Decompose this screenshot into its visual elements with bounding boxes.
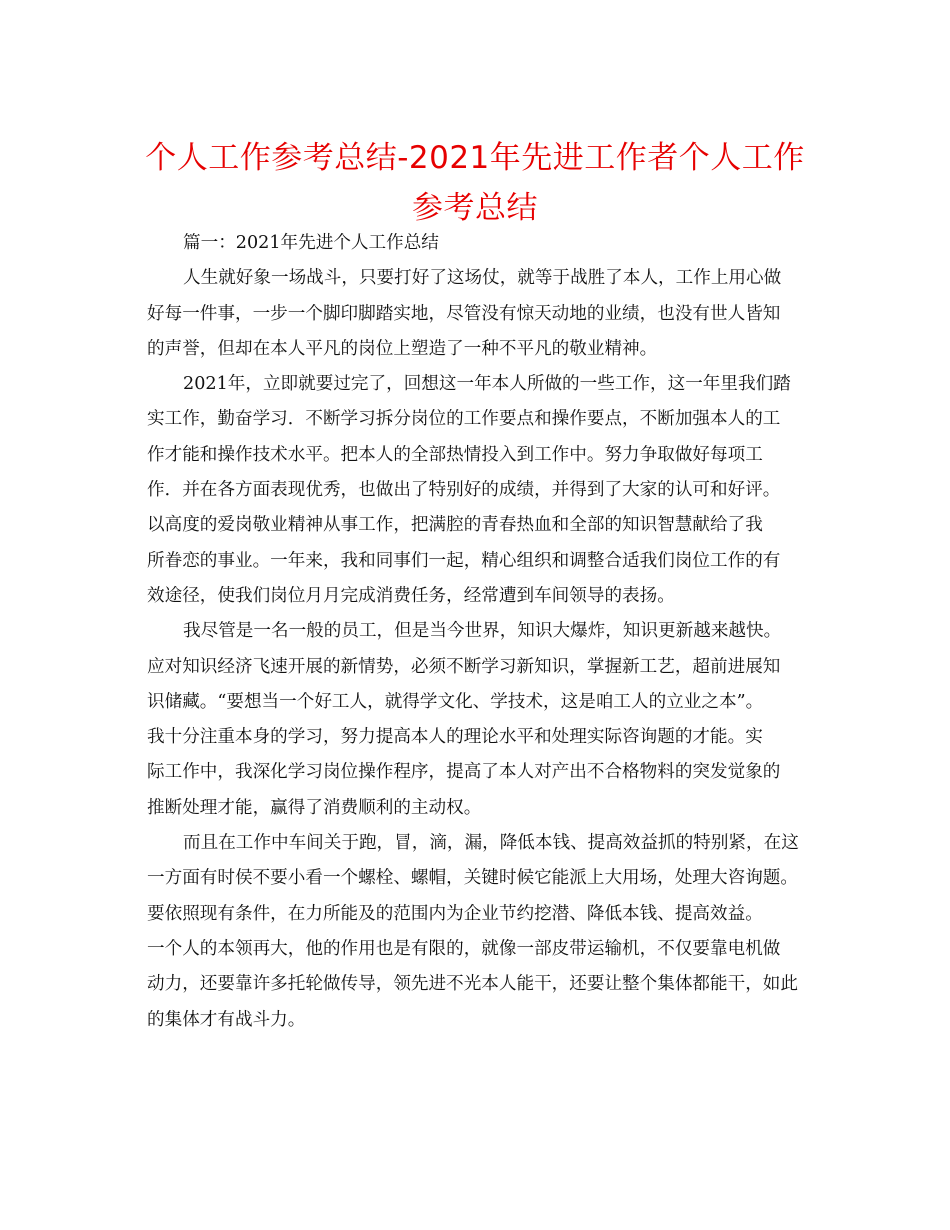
paragraph-line: 好每一件事，一步一个脚印脚踏实地，尽管没有惊天动地的业绩，也没有世人皆知 xyxy=(147,303,781,324)
title-line: 个人工作参考总结-2021年先进工作者个人工作 xyxy=(145,140,805,176)
paragraph-line: 以高度的爱岗敬业精神从事工作，把满腔的青春热血和全部的知识智慧献给了我 xyxy=(147,515,763,536)
paragraph-line: 实工作，勤奋学习．不断学习拆分岗位的工作要点和操作要点，不断加强本人的工 xyxy=(147,409,781,430)
paragraph-line: 的声誉，但却在本人平凡的岗位上塑造了一种不平凡的敬业精神。 xyxy=(147,338,658,359)
paragraph-line: 所眷恋的事业。一年来，我和同事们一起，精心组织和调整合适我们岗位工作的有 xyxy=(147,550,781,571)
paragraph-line: 识储藏。“要想当一个好工人，就得学文化、学技术，这是咱工人的立业之本”。 xyxy=(147,691,764,712)
paragraph-line: 推断处理才能，赢得了消费顺利的主动权。 xyxy=(147,797,482,818)
paragraph-line: 篇一：2021年先进个人工作总结 xyxy=(183,233,439,253)
paragraph-line: 一方面有时侯不要小看一个螺栓、螺帽，关键时候它能派上大用场，处理大咨询题。 xyxy=(147,868,798,889)
paragraph-line: 一个人的本领再大，他的作用也是有限的，就像一部皮带运输机，不仅要靠电机做 xyxy=(147,938,781,959)
paragraph-line: 人生就好象一场战斗，只要打好了这场仗，就等于战胜了本人，工作上用心做 xyxy=(183,268,782,289)
paragraph-line: 我十分注重本身的学习，努力提高本人的理论水平和处理实际咨询题的才能。实 xyxy=(147,727,763,748)
paragraph-line: 动力，还要靠许多托轮做传导，领先进不光本人能干，还要让整个集体都能干，如此 xyxy=(147,974,798,995)
paragraph-line: 效途径，使我们岗位月月完成消费任务，经常遭到车间领导的表扬。 xyxy=(147,585,675,606)
paragraph-line: 而且在工作中车间关于跑，冒，滴，漏，降低本钱、提高效益抓的特别紧，在这 xyxy=(183,833,799,854)
title-line: 参考总结 xyxy=(412,190,538,226)
paragraph-line: 我尽管是一名一般的员工，但是当今世界，知识大爆炸，知识更新越来越快。 xyxy=(183,621,782,642)
paragraph-line: 际工作中，我深化学习岗位操作程序，提高了本人对产出不合格物料的突发觉象的 xyxy=(147,762,781,783)
paragraph-line: 要依照现有条件，在力所能及的范围内为企业节约挖潜、降低本钱、提高效益。 xyxy=(147,903,763,924)
paragraph-line: 作．并在各方面表现优秀，也做出了特别好的成绩，并得到了大家的认可和好评。 xyxy=(147,480,781,501)
paragraph-line: 的集体才有战斗力。 xyxy=(147,1009,306,1030)
document-title xyxy=(100,133,850,233)
paragraph-line: 作才能和操作技术水平。把本人的全部热情投入到工作中。努力争取做好每项工 xyxy=(147,444,763,465)
document-body xyxy=(147,226,807,1038)
paragraph-line: 2021年，立即就要过完了，回想这一年本人所做的一些工作，这一年里我们踏 xyxy=(183,374,791,395)
paragraph-line: 应对知识经济飞速开展的新情势，必须不断学习新知识，掌握新工艺，超前进展知 xyxy=(147,656,781,677)
